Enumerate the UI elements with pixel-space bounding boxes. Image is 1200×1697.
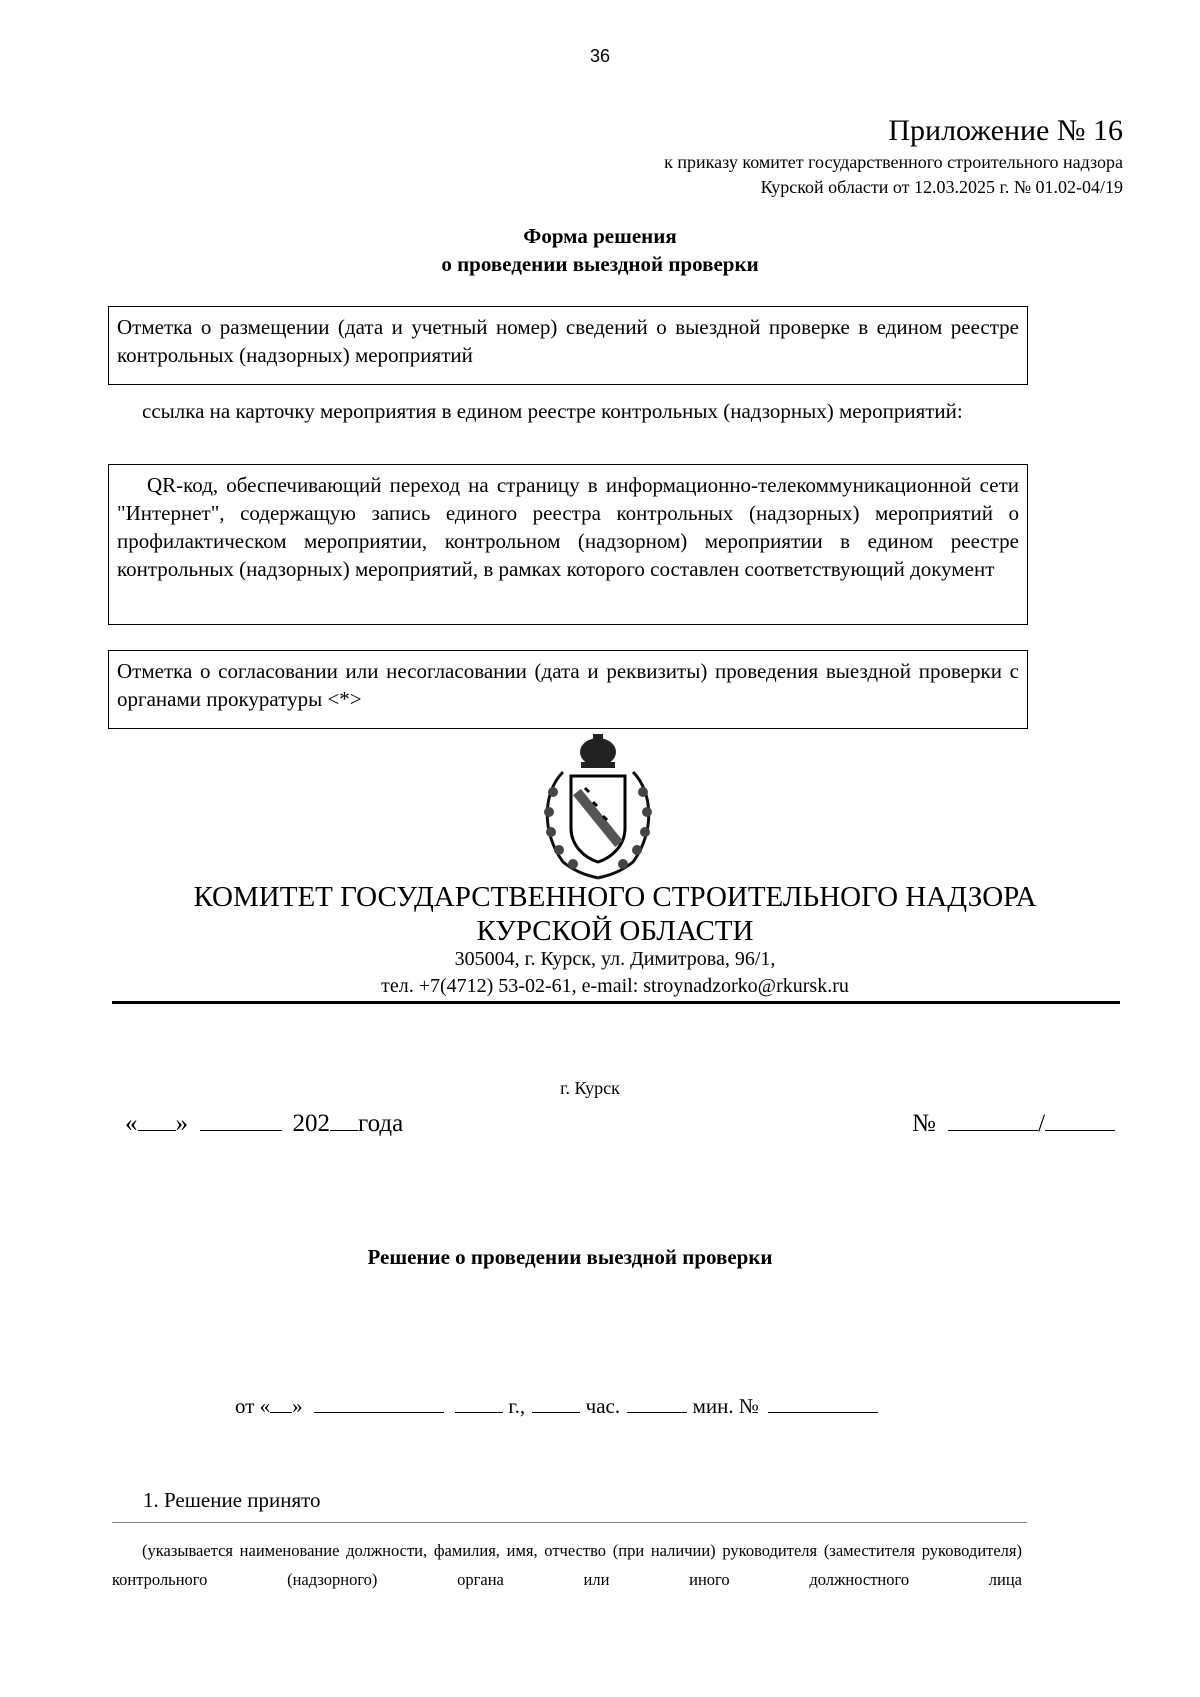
appendix-header bbox=[523, 112, 1123, 200]
decision-date-line bbox=[235, 1392, 878, 1419]
organization-contacts bbox=[0, 946, 1200, 1000]
item-1-decision-made: 1. Решение принято bbox=[143, 1488, 321, 1512]
from-minute-blank[interactable] bbox=[627, 1392, 687, 1413]
year-prefix: 202 bbox=[292, 1110, 330, 1137]
from-year-suffix: г., bbox=[508, 1394, 526, 1418]
number-slash: / bbox=[1038, 1110, 1046, 1137]
month-blank[interactable] bbox=[200, 1110, 282, 1131]
number-sign: № bbox=[912, 1110, 936, 1137]
header-divider bbox=[112, 1001, 1120, 1004]
year-suffix: года bbox=[358, 1110, 404, 1137]
from-year-blank[interactable] bbox=[455, 1392, 503, 1413]
document-date-line bbox=[125, 1110, 403, 1138]
organization-name-line-2: КУРСКОЙ ОБЛАСТИ bbox=[476, 915, 754, 947]
organization-phone-email: тел. +7(4712) 53-02-61, e-mail: stroynadzorko@rkursk.ru bbox=[381, 975, 849, 997]
registry-mark-box bbox=[108, 306, 1028, 385]
organization-name-line-1: КОМИТЕТ ГОСУДАРСТВЕННОГО СТРОИТЕЛЬНОГО НАДЗОРА bbox=[193, 881, 1037, 913]
appendix-order-line-2: Курской области от 12.03.2025 г. № 01.02-04/19 bbox=[760, 177, 1123, 197]
form-title-line-1: Форма решения bbox=[523, 224, 677, 248]
appendix-title: Приложение № 16 bbox=[888, 114, 1123, 147]
form-title bbox=[0, 222, 1200, 278]
number-blank-2[interactable] bbox=[1045, 1110, 1115, 1131]
appendix-order-line-1: к приказу комитет государственного строительного надзора bbox=[664, 152, 1123, 172]
decision-maker-blank-line[interactable] bbox=[112, 1522, 1027, 1523]
city: г. Курск bbox=[560, 1078, 620, 1098]
form-title-line-2: о проведении выездной проверки bbox=[441, 252, 759, 276]
number-blank-1[interactable] bbox=[948, 1110, 1038, 1131]
registry-mark-text: Отметка о размещении (дата и учетный номер) сведений о выездной проверке в едином реестре контрольных (надзорных) мероприятий bbox=[117, 315, 1019, 367]
organization-address: 305004, г. Курск, ул. Димитрова, 96/1, bbox=[454, 948, 776, 970]
from-minute-suffix: мин. № bbox=[692, 1394, 759, 1418]
from-hour-blank[interactable] bbox=[532, 1392, 580, 1413]
registry-link-text: ссылка на карточку мероприятия в едином реестре контрольных (надзорных) мероприятий: bbox=[142, 399, 963, 423]
decision-maker-note: (указывается наименование должности, фамилия, имя, отчество (при наличии) руководителя (заместителя руководителя) контрольного (надзорного) органа или иного должностного лица bbox=[112, 1541, 1022, 1589]
year-blank[interactable] bbox=[330, 1110, 358, 1131]
qr-code-box bbox=[108, 464, 1028, 625]
from-close-quote: » bbox=[292, 1394, 303, 1418]
organization-name bbox=[0, 880, 1200, 948]
from-number-blank[interactable] bbox=[768, 1392, 878, 1413]
date-open-quote: « bbox=[125, 1110, 138, 1137]
coat-of-arms-emblem bbox=[533, 732, 663, 880]
document-number-line bbox=[912, 1110, 1115, 1138]
qr-code-text: QR-код, обеспечивающий переход на страницу в информационно-телекоммуникационной сети "Интернет", содержащую запись единого реестра контрольных (надзорных) мероприятий о профилактическом мероприятии, контрольном (надзорном) мероприятии в едином реестре контрольных (надзорных) мероприятий, в рамках которого составлен соответствующий документ bbox=[117, 473, 1019, 581]
prosecutor-approval-box bbox=[108, 650, 1028, 729]
from-prefix: от « bbox=[235, 1394, 271, 1418]
prosecutor-approval-text: Отметка о согласовании или несогласовании (дата и реквизиты) проведения выездной проверки с органами прокуратуры <*> bbox=[117, 659, 1019, 711]
from-day-blank[interactable] bbox=[270, 1392, 292, 1413]
from-month-blank[interactable] bbox=[314, 1392, 444, 1413]
page-number: 36 bbox=[589, 46, 611, 66]
day-blank[interactable] bbox=[138, 1110, 176, 1131]
date-close-quote: » bbox=[175, 1110, 188, 1137]
from-hour-suffix: час. bbox=[585, 1394, 621, 1418]
decision-title: Решение о проведении выездной проверки bbox=[367, 1245, 773, 1269]
